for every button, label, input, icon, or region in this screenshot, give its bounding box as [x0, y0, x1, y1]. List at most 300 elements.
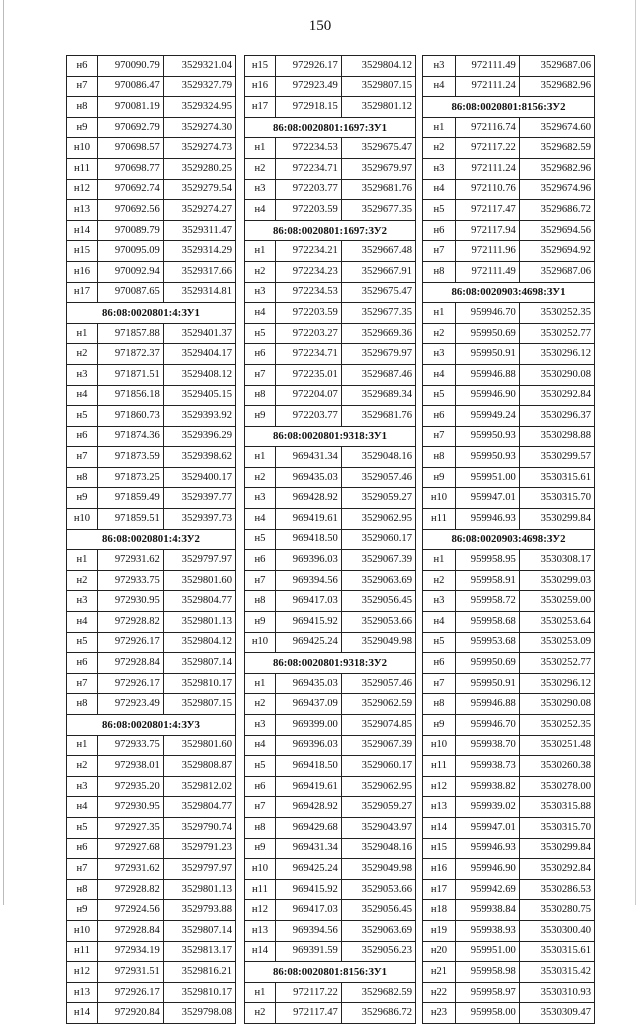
coord-x: 959938.84 [455, 900, 519, 921]
point-label: н5 [423, 385, 456, 406]
parcel-header-row [67, 529, 236, 550]
parcel-cadastral-number: 86:08:0020801:9318:ЗУ2 [245, 653, 416, 674]
coordinate-row [67, 509, 236, 530]
coord-x: 969394.56 [275, 570, 341, 591]
coordinate-row [423, 570, 595, 591]
coord-x: 959950.69 [455, 323, 519, 344]
coordinate-row [67, 426, 236, 447]
parcel-header-row [67, 303, 236, 324]
coord-x: 971874.36 [97, 426, 163, 447]
coordinate-row [67, 158, 236, 179]
coord-y: 3529791.23 [163, 838, 235, 859]
coord-y: 3529669.36 [341, 323, 415, 344]
coordinate-row [245, 632, 416, 653]
coordinate-row [423, 879, 595, 900]
coord-y: 3529280.25 [163, 158, 235, 179]
point-label: н1 [245, 241, 276, 262]
point-label: н19 [423, 920, 456, 941]
point-label: н7 [67, 673, 98, 694]
coordinate-row [67, 220, 236, 241]
coord-y: 3530259.00 [519, 591, 594, 612]
coordinate-row [67, 76, 236, 97]
point-label: н3 [423, 56, 456, 77]
point-label: н7 [67, 859, 98, 880]
coordinate-row [245, 447, 416, 468]
coord-x: 969429.68 [275, 817, 341, 838]
scan-edge-right [635, 0, 636, 905]
point-label: н6 [245, 550, 276, 571]
coord-x: 972203.27 [275, 323, 341, 344]
coord-x: 972111.96 [455, 241, 519, 262]
coordinate-row [423, 838, 595, 859]
coord-x: 969417.03 [275, 591, 341, 612]
point-label: н2 [245, 1003, 276, 1024]
coord-x: 969419.61 [275, 509, 341, 530]
coord-x: 971872.37 [97, 344, 163, 365]
coord-y: 3529056.45 [341, 591, 415, 612]
coordinate-row [67, 344, 236, 365]
point-label: н8 [423, 447, 456, 468]
point-label: н7 [67, 76, 98, 97]
coordinate-row [67, 323, 236, 344]
coord-x: 971857.88 [97, 323, 163, 344]
coord-x: 972931.62 [97, 550, 163, 571]
coordinate-row [245, 756, 416, 777]
coord-y: 3529057.46 [341, 467, 415, 488]
point-label: н3 [245, 179, 276, 200]
coord-y: 3530292.84 [519, 859, 594, 880]
coordinate-row [245, 323, 416, 344]
coord-x: 972111.24 [455, 76, 519, 97]
coord-x: 972234.23 [275, 261, 341, 282]
coord-x: 971873.25 [97, 467, 163, 488]
coord-y: 3529797.97 [163, 859, 235, 880]
coord-x: 972234.21 [275, 241, 341, 262]
point-label: н2 [245, 158, 276, 179]
coord-y: 3529807.14 [163, 653, 235, 674]
coord-x: 972926.17 [97, 632, 163, 653]
coord-y: 3529687.06 [519, 261, 594, 282]
coordinate-row [423, 509, 595, 530]
coord-y: 3529043.97 [341, 817, 415, 838]
coord-y: 3529677.35 [341, 303, 415, 324]
coord-y: 3529810.17 [163, 982, 235, 1003]
point-label: н7 [423, 426, 456, 447]
coord-x: 972933.75 [97, 735, 163, 756]
coord-y: 3529067.39 [341, 550, 415, 571]
coord-x: 972923.49 [97, 694, 163, 715]
coord-y: 3529674.96 [519, 179, 594, 200]
coord-y: 3529400.17 [163, 467, 235, 488]
coord-x: 970095.09 [97, 241, 163, 262]
coordinate-row [423, 200, 595, 221]
coord-y: 3530315.61 [519, 941, 594, 962]
point-label: н4 [423, 76, 456, 97]
coord-x: 972926.17 [275, 56, 341, 77]
coordinate-row [67, 756, 236, 777]
point-label: н5 [245, 323, 276, 344]
coord-x: 959958.95 [455, 550, 519, 571]
coord-y: 3530315.88 [519, 797, 594, 818]
point-label: н1 [423, 117, 456, 138]
point-label: н16 [423, 859, 456, 880]
coord-y: 3529327.79 [163, 76, 235, 97]
coord-y: 3529274.73 [163, 138, 235, 159]
coordinate-row [423, 323, 595, 344]
point-label: н8 [245, 591, 276, 612]
point-label: н4 [245, 200, 276, 221]
coordinate-row [423, 632, 595, 653]
coord-y: 3529681.76 [341, 406, 415, 427]
coord-x: 972928.82 [97, 879, 163, 900]
parcel-header-row [423, 97, 595, 118]
point-label: н2 [423, 570, 456, 591]
coord-y: 3530296.37 [519, 406, 594, 427]
point-label: н9 [245, 612, 276, 633]
coord-y: 3529049.98 [341, 632, 415, 653]
coord-x: 972117.22 [275, 982, 341, 1003]
coordinate-row [67, 962, 236, 983]
coord-x: 972203.77 [275, 406, 341, 427]
coordinate-row [423, 56, 595, 77]
coord-x: 970692.74 [97, 179, 163, 200]
coord-x: 969418.50 [275, 529, 341, 550]
coordinate-row [67, 467, 236, 488]
point-label: н6 [67, 653, 98, 674]
point-label: н12 [67, 179, 98, 200]
coordinate-row [67, 838, 236, 859]
page-number: 150 [308, 18, 332, 34]
point-label: н6 [67, 56, 98, 77]
coord-y: 3529813.17 [163, 941, 235, 962]
coordinate-row [245, 920, 416, 941]
coordinates-table-middle [244, 55, 416, 1024]
point-label: н4 [67, 385, 98, 406]
coord-y: 3529063.69 [341, 570, 415, 591]
coordinate-row [245, 158, 416, 179]
coordinate-row [245, 467, 416, 488]
coord-y: 3529053.66 [341, 612, 415, 633]
coord-x: 972117.22 [455, 138, 519, 159]
point-label: н2 [245, 261, 276, 282]
point-label: н7 [423, 673, 456, 694]
coord-y: 3530253.09 [519, 632, 594, 653]
coord-y: 3529679.97 [341, 344, 415, 365]
coord-y: 3529056.23 [341, 941, 415, 962]
parcel-cadastral-number: 86:08:0020801:4:ЗУ3 [67, 715, 236, 736]
coord-x: 969391.59 [275, 941, 341, 962]
coord-x: 959938.93 [455, 920, 519, 941]
coord-x: 969428.92 [275, 488, 341, 509]
coord-x: 959947.01 [455, 488, 519, 509]
parcel-cadastral-number: 86:08:0020801:4:ЗУ2 [67, 529, 236, 550]
point-label: н11 [423, 509, 456, 530]
coord-y: 3529397.73 [163, 509, 235, 530]
coord-y: 3529807.14 [163, 920, 235, 941]
coord-y: 3529059.27 [341, 488, 415, 509]
coord-x: 971856.18 [97, 385, 163, 406]
coordinate-row [245, 282, 416, 303]
coordinate-row [423, 673, 595, 694]
coordinate-row [67, 117, 236, 138]
coordinate-row [67, 632, 236, 653]
coord-y: 3530252.35 [519, 715, 594, 736]
point-label: н8 [67, 694, 98, 715]
coordinate-row [67, 612, 236, 633]
coordinate-row [423, 447, 595, 468]
coordinate-row [423, 776, 595, 797]
coord-y: 3530286.53 [519, 879, 594, 900]
coord-x: 969415.92 [275, 879, 341, 900]
coord-y: 3530299.84 [519, 838, 594, 859]
point-label: н20 [423, 941, 456, 962]
coord-y: 3529797.97 [163, 550, 235, 571]
coordinate-row [245, 509, 416, 530]
point-label: н3 [67, 364, 98, 385]
point-label: н22 [423, 982, 456, 1003]
coord-y: 3530315.42 [519, 962, 594, 983]
point-label: н1 [245, 982, 276, 1003]
coord-x: 972234.53 [275, 282, 341, 303]
point-label: н5 [67, 406, 98, 427]
point-label: н2 [423, 138, 456, 159]
coord-x: 972928.84 [97, 920, 163, 941]
parcel-header-row [245, 426, 416, 447]
point-label: н17 [67, 282, 98, 303]
coordinate-row [67, 694, 236, 715]
coord-y: 3529060.17 [341, 756, 415, 777]
coordinate-row [423, 1003, 595, 1024]
point-label: н7 [67, 447, 98, 468]
coord-y: 3529808.87 [163, 756, 235, 777]
coord-y: 3529804.12 [163, 632, 235, 653]
coord-y: 3529057.46 [341, 673, 415, 694]
coord-y: 3530251.48 [519, 735, 594, 756]
coord-x: 972918.15 [275, 97, 341, 118]
coord-y: 3529801.12 [341, 97, 415, 118]
coord-y: 3529074.85 [341, 715, 415, 736]
point-label: н10 [423, 735, 456, 756]
coordinate-row [245, 838, 416, 859]
point-label: н9 [423, 715, 456, 736]
coord-y: 3529694.56 [519, 220, 594, 241]
coord-y: 3529321.04 [163, 56, 235, 77]
coord-y: 3529807.15 [341, 76, 415, 97]
coord-x: 972111.24 [455, 158, 519, 179]
point-label: н9 [67, 488, 98, 509]
coord-y: 3529679.97 [341, 158, 415, 179]
coord-x: 969415.92 [275, 612, 341, 633]
point-label: н7 [245, 364, 276, 385]
coord-y: 3530310.93 [519, 982, 594, 1003]
coordinate-row [67, 920, 236, 941]
coordinate-row [423, 488, 595, 509]
coordinate-row [67, 138, 236, 159]
coord-y: 3529274.27 [163, 200, 235, 221]
coord-x: 972934.19 [97, 941, 163, 962]
point-label: н16 [245, 76, 276, 97]
coordinate-row [67, 550, 236, 571]
coord-x: 959951.00 [455, 941, 519, 962]
coordinate-row [245, 138, 416, 159]
coordinate-row [67, 97, 236, 118]
coord-y: 3529675.47 [341, 282, 415, 303]
point-label: н6 [67, 838, 98, 859]
point-label: н4 [245, 303, 276, 324]
point-label: н5 [245, 756, 276, 777]
coord-y: 3530299.84 [519, 509, 594, 530]
coord-y: 3529674.60 [519, 117, 594, 138]
coordinate-row [67, 859, 236, 880]
coordinate-row [423, 715, 595, 736]
coord-x: 971859.49 [97, 488, 163, 509]
coord-y: 3529790.74 [163, 817, 235, 838]
coordinate-row [245, 570, 416, 591]
coordinate-row [67, 776, 236, 797]
coordinates-table-right [422, 55, 595, 1024]
coord-x: 972234.71 [275, 344, 341, 365]
coord-y: 3530253.64 [519, 612, 594, 633]
coordinate-row [245, 900, 416, 921]
coordinate-row [245, 612, 416, 633]
coord-x: 972234.71 [275, 158, 341, 179]
point-label: н1 [245, 138, 276, 159]
coord-x: 972931.51 [97, 962, 163, 983]
coord-y: 3529048.16 [341, 838, 415, 859]
point-label: н3 [423, 344, 456, 365]
point-label: н8 [423, 694, 456, 715]
coord-y: 3529682.59 [341, 982, 415, 1003]
coordinate-row [423, 756, 595, 777]
coord-x: 970692.79 [97, 117, 163, 138]
coord-x: 959950.91 [455, 344, 519, 365]
coordinate-row [67, 200, 236, 221]
point-label: н23 [423, 1003, 456, 1024]
coordinate-row [423, 241, 595, 262]
point-label: н1 [67, 323, 98, 344]
coordinate-row [245, 179, 416, 200]
coord-x: 969435.03 [275, 467, 341, 488]
coordinate-row [67, 447, 236, 468]
coord-y: 3529396.29 [163, 426, 235, 447]
coord-x: 959938.70 [455, 735, 519, 756]
point-label: н11 [67, 158, 98, 179]
coord-y: 3529681.76 [341, 179, 415, 200]
point-label: н3 [67, 591, 98, 612]
point-label: н2 [67, 344, 98, 365]
coord-y: 3530252.77 [519, 653, 594, 674]
coord-y: 3529404.17 [163, 344, 235, 365]
coord-x: 972930.95 [97, 591, 163, 612]
point-label: н6 [245, 344, 276, 365]
point-label: н1 [423, 550, 456, 571]
coord-x: 969428.92 [275, 797, 341, 818]
coordinate-row [245, 550, 416, 571]
point-label: н8 [423, 261, 456, 282]
coord-y: 3529807.15 [163, 694, 235, 715]
coord-x: 959958.72 [455, 591, 519, 612]
coordinate-row [245, 715, 416, 736]
parcel-cadastral-number: 86:08:0020801:1697:ЗУ1 [245, 117, 416, 138]
point-label: н5 [423, 200, 456, 221]
coord-y: 3529324.95 [163, 97, 235, 118]
coordinate-row [423, 344, 595, 365]
point-label: н9 [67, 900, 98, 921]
coord-x: 969437.09 [275, 694, 341, 715]
coord-y: 3530252.35 [519, 303, 594, 324]
coordinate-row [245, 529, 416, 550]
point-label: н6 [245, 776, 276, 797]
coord-x: 959946.88 [455, 694, 519, 715]
point-label: н8 [245, 385, 276, 406]
coord-y: 3530315.70 [519, 488, 594, 509]
point-label: н5 [67, 817, 98, 838]
point-label: н1 [245, 673, 276, 694]
coord-x: 970090.79 [97, 56, 163, 77]
coord-x: 959949.24 [455, 406, 519, 427]
coord-y: 3530299.57 [519, 447, 594, 468]
coord-x: 959946.88 [455, 364, 519, 385]
coord-y: 3529405.15 [163, 385, 235, 406]
scan-edge-left [3, 0, 4, 905]
coord-x: 959938.73 [455, 756, 519, 777]
coord-y: 3529274.30 [163, 117, 235, 138]
parcel-header-row [245, 653, 416, 674]
coord-x: 969394.56 [275, 920, 341, 941]
parcel-cadastral-number: 86:08:0020903:4698:ЗУ1 [423, 282, 595, 303]
coord-y: 3529667.91 [341, 261, 415, 282]
coord-x: 969425.24 [275, 632, 341, 653]
coord-y: 3529816.21 [163, 962, 235, 983]
coord-x: 969435.03 [275, 673, 341, 694]
coord-y: 3529314.81 [163, 282, 235, 303]
coord-x: 959946.93 [455, 838, 519, 859]
coord-x: 972203.59 [275, 303, 341, 324]
point-label: н13 [67, 982, 98, 1003]
coordinate-row [423, 797, 595, 818]
coordinate-row [245, 406, 416, 427]
coordinate-row [423, 364, 595, 385]
coord-y: 3529801.13 [163, 879, 235, 900]
coordinate-row [423, 612, 595, 633]
point-label: н15 [245, 56, 276, 77]
coord-y: 3529667.48 [341, 241, 415, 262]
point-label: н21 [423, 962, 456, 983]
point-label: н10 [67, 920, 98, 941]
coord-x: 972204.07 [275, 385, 341, 406]
point-label: н16 [67, 261, 98, 282]
coord-y: 3530315.61 [519, 467, 594, 488]
coord-x: 972110.76 [455, 179, 519, 200]
coordinate-row [245, 694, 416, 715]
point-label: н9 [245, 406, 276, 427]
coord-x: 972930.95 [97, 797, 163, 818]
point-label: н5 [67, 632, 98, 653]
coordinate-row [67, 797, 236, 818]
coordinate-row [245, 344, 416, 365]
point-label: н3 [423, 158, 456, 179]
coord-x: 972203.77 [275, 179, 341, 200]
coord-y: 3529801.13 [163, 612, 235, 633]
coordinate-row [67, 364, 236, 385]
coord-y: 3530309.47 [519, 1003, 594, 1024]
coordinate-row [423, 982, 595, 1003]
coordinate-row [423, 117, 595, 138]
coord-y: 3530308.17 [519, 550, 594, 571]
coordinate-row [423, 962, 595, 983]
coord-x: 959942.69 [455, 879, 519, 900]
coord-x: 969418.50 [275, 756, 341, 777]
